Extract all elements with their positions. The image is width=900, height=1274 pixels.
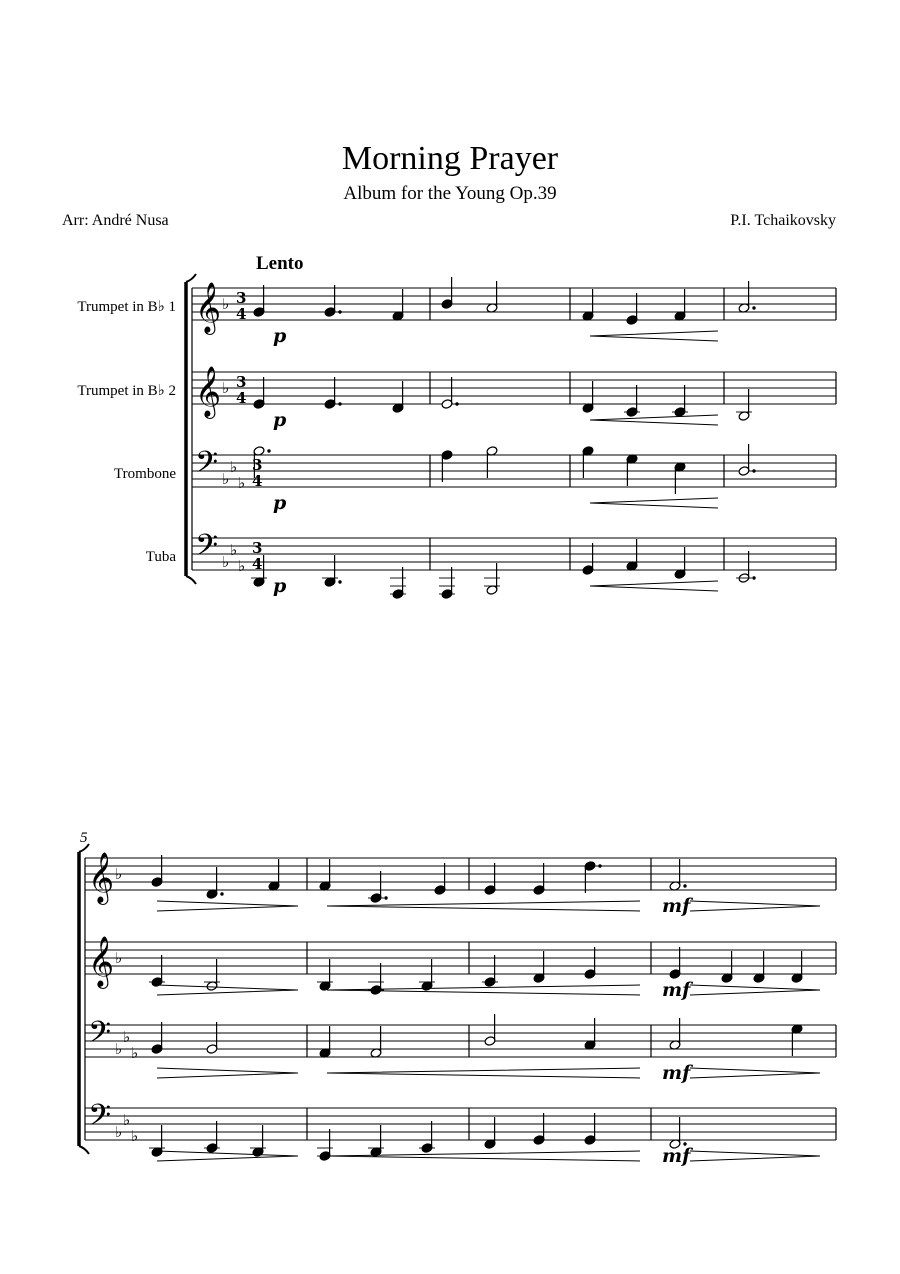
dynamic-marking: mf <box>662 1062 691 1084</box>
flat-icon: ♭ <box>115 1123 123 1141</box>
time-signature-denominator: 4 <box>252 472 263 490</box>
crescendo-hairpin <box>590 498 718 508</box>
time-signature-numerator: 3 <box>252 456 263 474</box>
augmentation-dot <box>598 864 601 867</box>
diminuendo-hairpin <box>157 1068 298 1078</box>
augmentation-dot <box>338 580 341 583</box>
score-title: Morning Prayer <box>341 140 559 177</box>
measure-number: 5 <box>80 830 88 846</box>
time-signature-numerator: 3 <box>236 373 247 391</box>
crescendo-hairpin <box>590 415 718 425</box>
augmentation-dot <box>338 310 341 313</box>
flat-icon: ♭ <box>123 1028 131 1046</box>
tempo-marking: Lento <box>256 253 304 274</box>
diminuendo-hairpin <box>157 985 298 995</box>
augmentation-dot <box>267 449 270 452</box>
time-signature-denominator: 4 <box>236 305 247 323</box>
flat-icon: ♭ <box>222 470 230 488</box>
system-bracket-bottom <box>186 576 196 584</box>
diminuendo-hairpin <box>690 985 820 995</box>
crescendo-hairpin <box>327 1068 640 1078</box>
flat-icon: ♭ <box>222 379 230 397</box>
dynamic-marking: mf <box>662 1145 691 1167</box>
bass-clef-icon: 𝄢 <box>88 1016 112 1057</box>
augmentation-dot <box>752 306 755 309</box>
dynamic-marking: p <box>273 409 287 431</box>
crescendo-hairpin <box>590 581 718 591</box>
bass-clef-icon: 𝄢 <box>88 1099 112 1140</box>
diminuendo-hairpin <box>690 1068 820 1078</box>
time-signatures <box>236 289 262 573</box>
diminuendo-hairpin <box>157 1151 298 1161</box>
augmentation-dot <box>683 884 686 887</box>
diminuendo-hairpin <box>690 1151 820 1161</box>
system-bracket-top <box>186 274 196 282</box>
time-signature-numerator: 3 <box>236 289 247 307</box>
crescendo-hairpin <box>590 331 718 341</box>
notes <box>149 277 803 1161</box>
dynamic-marking: p <box>273 492 287 514</box>
treble-clef-icon: 𝄞 <box>195 366 222 417</box>
instrument-label-trumpet-2: Trumpet in B♭ 2 <box>77 383 176 399</box>
time-signature-denominator: 4 <box>252 555 263 573</box>
treble-clef-icon: 𝄞 <box>195 282 222 333</box>
flat-icon: ♭ <box>238 557 246 575</box>
flat-icon: ♭ <box>115 1040 123 1058</box>
flat-icon: ♭ <box>131 1044 139 1062</box>
flat-icon: ♭ <box>222 553 230 571</box>
instrument-label-trumpet-1: Trumpet in B♭ 1 <box>77 299 176 315</box>
flat-icon: ♭ <box>115 865 123 883</box>
diminuendo-hairpin <box>690 901 820 911</box>
flat-icon: ♭ <box>230 541 238 559</box>
dynamic-marking: mf <box>662 979 691 1001</box>
diminuendo-hairpin <box>157 901 298 911</box>
time-signature-numerator: 3 <box>252 539 263 557</box>
flat-icon: ♭ <box>230 458 238 476</box>
system-bracket-bottom <box>79 1146 89 1154</box>
score-subtitle: Album for the Young Op.39 <box>343 183 557 204</box>
flat-icon: ♭ <box>123 1111 131 1129</box>
instrument-label-trombone: Trombone <box>114 466 176 482</box>
augmentation-dot <box>338 402 341 405</box>
treble-clef-icon: 𝄞 <box>88 936 115 987</box>
augmentation-dot <box>752 469 755 472</box>
arranger-credit: Arr: André Nusa <box>62 212 169 229</box>
time-signature-denominator: 4 <box>236 389 247 407</box>
bass-clef-icon: 𝄢 <box>195 446 219 487</box>
augmentation-dot <box>384 896 387 899</box>
treble-clef-icon: 𝄞 <box>88 852 115 903</box>
augmentation-dot <box>220 892 223 895</box>
flat-icon: ♭ <box>115 949 123 967</box>
augmentation-dot <box>455 402 458 405</box>
dynamic-marking: mf <box>662 895 691 917</box>
composer-credit: P.I. Tchaikovsky <box>730 212 836 229</box>
augmentation-dot <box>752 576 755 579</box>
bass-clef-icon: 𝄢 <box>195 529 219 570</box>
instrument-label-tuba: Tuba <box>145 549 176 565</box>
crescendo-hairpin <box>327 901 640 911</box>
flat-icon: ♭ <box>238 474 246 492</box>
flat-icon: ♭ <box>222 295 230 313</box>
staff-lines <box>79 274 836 1154</box>
dynamic-marking: p <box>273 575 287 597</box>
flat-icon: ♭ <box>131 1127 139 1145</box>
dynamic-marking: p <box>273 325 287 347</box>
